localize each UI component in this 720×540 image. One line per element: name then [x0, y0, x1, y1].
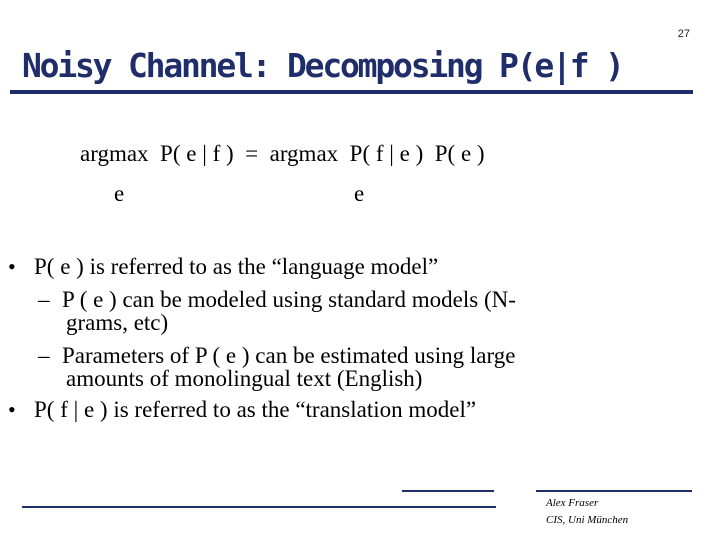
footer-rule	[22, 506, 496, 508]
slide-number: 27	[677, 28, 690, 40]
footer-rule	[536, 490, 692, 492]
footer-rule	[402, 490, 494, 492]
slide-title: Noisy Channel: Decomposing P(e|f )	[22, 46, 623, 85]
bullet-item-language-model: P( e ) is referred to as the “language model”	[34, 254, 439, 279]
argmax-subscript-left: e	[114, 181, 125, 206]
argmax-formula: argmax P( e | f ) = argmax P( f | e ) P( e )	[80, 141, 485, 166]
sub-bullet-dash: –	[38, 343, 50, 368]
bullet-dot: •	[8, 254, 16, 279]
footer-affiliation: CIS, Uni München	[546, 514, 629, 526]
sub-bullet-line: Parameters of P ( e ) can be estimated using large	[62, 343, 516, 368]
argmax-subscript-right: e	[354, 181, 365, 206]
sub-bullet-dash: –	[38, 287, 50, 312]
sub-bullet-line: P ( e ) can be modeled using standard models (N-	[62, 287, 516, 312]
sub-bullet-line: grams, etc)	[66, 310, 169, 335]
footer-author: Alex Fraser	[546, 497, 599, 509]
bullet-item-translation-model: P( f | e ) is referred to as the “translation model”	[34, 397, 477, 422]
title-underline	[10, 90, 693, 94]
bullet-dot: •	[8, 397, 16, 422]
sub-bullet-line: amounts of monolingual text (English)	[66, 366, 423, 391]
